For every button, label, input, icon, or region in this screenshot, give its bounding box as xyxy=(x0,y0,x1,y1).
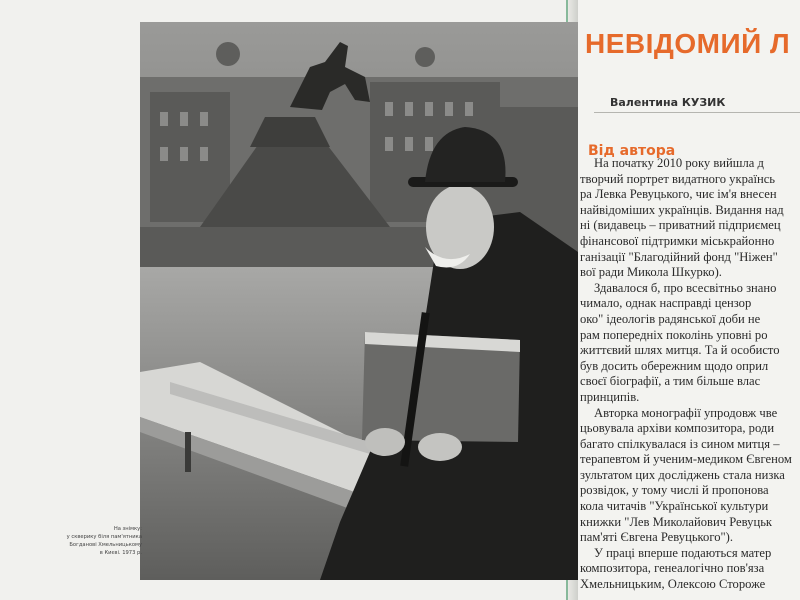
body-line: найвідоміших українців. Видання над xyxy=(580,202,784,217)
body-line: терапевтом й ученим-медиком Євгеном xyxy=(580,452,792,467)
body-line: ганізації "Благодійний фонд "Ніжен" xyxy=(580,249,778,264)
body-line: творчий портрет видатного українсь xyxy=(580,171,776,186)
caption-line: Богданові Хмельницькому xyxy=(69,542,142,548)
body-line: композитора, генеалогічно пов'яза xyxy=(580,561,765,576)
body-line: багато спілкувалася із сином митця – xyxy=(580,436,780,451)
caption-line: На знімку: xyxy=(113,526,142,532)
caption-line: у скверику біля пам'ятника xyxy=(66,534,142,540)
body-line: ра Левка Ревуцького, чиє ім'я внесен xyxy=(580,187,777,202)
body-line: життєвий шлях митця. Та й особисто xyxy=(580,343,780,358)
body-line: цьовувала архіви композитора, роди xyxy=(580,421,775,436)
section-heading: Від автора xyxy=(588,143,676,159)
photo-illustration xyxy=(140,22,578,580)
article-title: НЕВІДОМИЙ Л xyxy=(585,28,791,59)
body-line: книжки "Лев Миколайович Ревуцьк xyxy=(580,514,773,529)
body-line: своєї біографії, а тим більше влас xyxy=(580,374,761,389)
article-author: Валентина КУЗИК xyxy=(610,96,726,109)
body-line: Здавалося б, про всесвітньо знано xyxy=(594,280,777,295)
body-line: рам попередніх поколінь уповні ро xyxy=(580,327,768,342)
photo-composer-on-bench xyxy=(140,22,578,580)
body-line: Хмельницьким, Олексою Стороже xyxy=(580,577,766,592)
body-line: пам'яті Євгена Ревуцького"). xyxy=(580,530,733,545)
body-line: зультатом цих досліджень стала низка xyxy=(580,467,785,482)
body-line: чимало, однак насправді цензор xyxy=(580,296,752,311)
body-line: вої ради Микола Шкурко). xyxy=(580,265,722,280)
caption-line: в Києві. 1973 р. xyxy=(99,550,142,556)
article-body xyxy=(580,156,800,593)
body-line: принципів. xyxy=(580,389,640,404)
body-line: око" ідеологів радянської доби не xyxy=(580,311,761,326)
body-line: розвідок, у тому числі й пропонова xyxy=(580,483,769,498)
body-line: На початку 2010 року вийшла д xyxy=(594,156,764,170)
body-line: У праці вперше подаються матер xyxy=(594,545,772,560)
photo-caption xyxy=(30,525,142,557)
body-line: кола читачів "Української культури xyxy=(580,499,769,514)
body-line: фінансової підтримки міськрайонно xyxy=(580,233,775,248)
author-divider xyxy=(594,112,800,113)
body-line: ні (видавець – приватний підприємец xyxy=(580,218,781,233)
body-line: Авторка монографії упродовж чве xyxy=(594,405,778,420)
body-line: був досить обережним щодо оприл xyxy=(580,358,769,373)
